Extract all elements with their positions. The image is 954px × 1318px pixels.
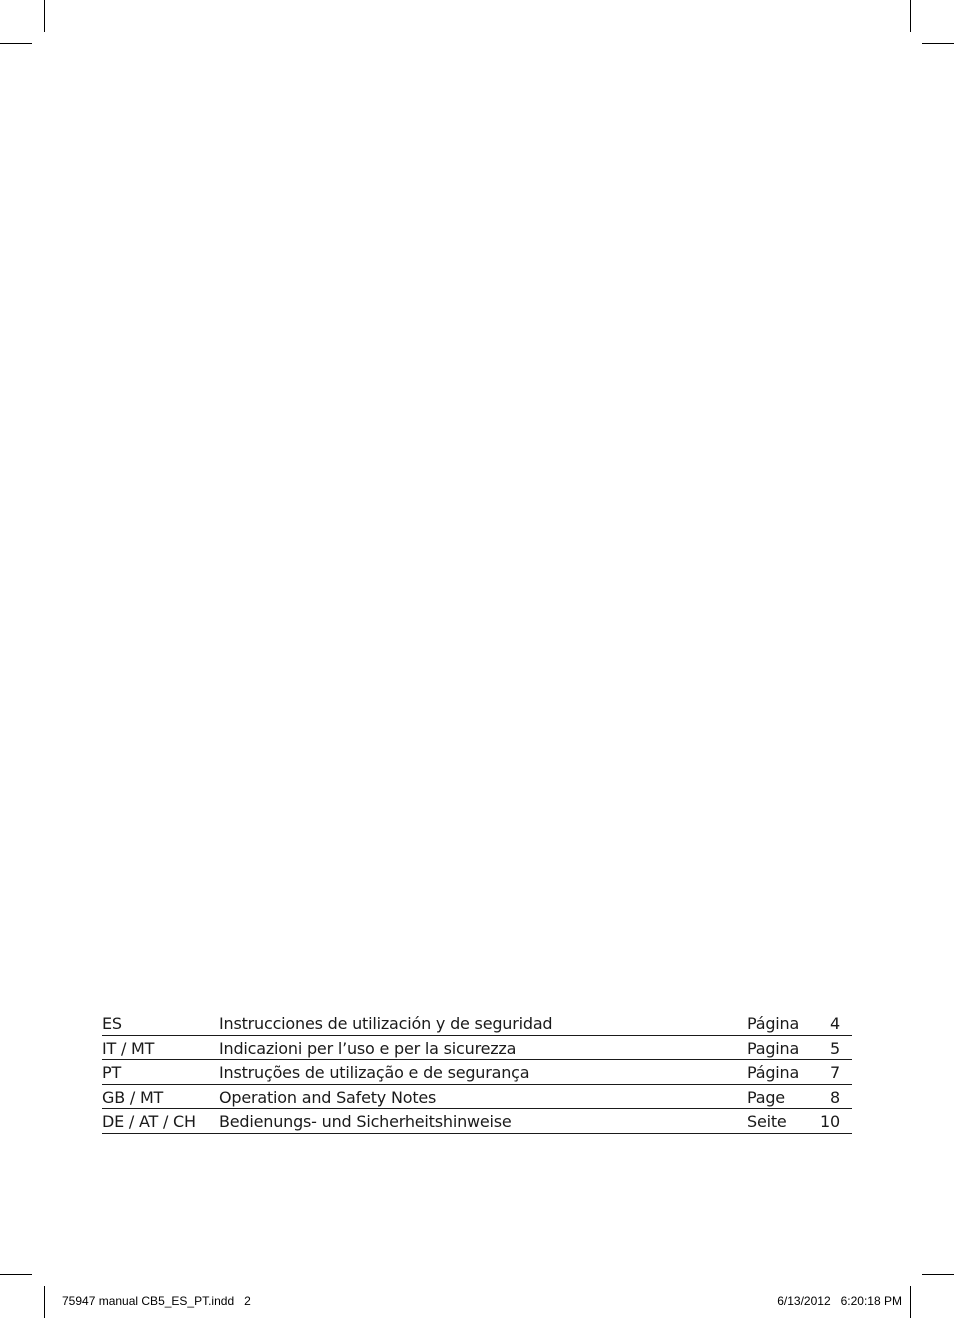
toc-page-number: 5	[830, 1038, 840, 1058]
crop-mark-top-right-vertical	[910, 0, 911, 32]
toc-row-it-mt[interactable]	[102, 1036, 852, 1061]
crop-mark-top-left-horizontal	[0, 43, 32, 44]
crop-mark-top-right-horizontal	[922, 43, 954, 44]
toc-section-title: Operation and Safety Notes	[219, 1087, 437, 1107]
toc-language-code: ES	[102, 1014, 122, 1033]
toc-language-code: PT	[102, 1063, 122, 1083]
slug-date-time: 6/13/2012 6:20:18 PM	[777, 1294, 902, 1308]
toc-row-es[interactable]	[102, 1011, 852, 1036]
toc-section-title: Indicazioni per l’uso e per la sicurezza	[219, 1038, 517, 1058]
toc-section-title: Bedienungs- und Sicherheitshinweise	[219, 1112, 512, 1132]
toc-page-label: Página	[747, 1014, 800, 1033]
crop-mark-bottom-right-vertical	[910, 1286, 911, 1318]
toc-page-label: Página	[747, 1063, 800, 1083]
crop-mark-top-left-vertical	[44, 0, 45, 32]
language-index-table	[102, 1011, 852, 1134]
toc-page-label: Pagina	[747, 1038, 800, 1058]
toc-language-code: DE / AT / CH	[102, 1112, 196, 1132]
toc-section-title: Instrucciones de utilización y de seguridad	[219, 1014, 553, 1033]
toc-language-code: IT / MT	[102, 1038, 155, 1058]
crop-mark-bottom-right-horizontal	[922, 1274, 954, 1275]
toc-page-number: 4	[830, 1014, 840, 1033]
toc-page-number: 8	[830, 1087, 840, 1107]
toc-language-code: GB / MT	[102, 1087, 164, 1107]
slug-file-name: 75947 manual CB5_ES_PT.indd 2	[62, 1294, 251, 1308]
toc-page-label: Page	[747, 1087, 785, 1107]
toc-section-title: Instruções de utilização e de segurança	[219, 1063, 530, 1083]
toc-row-gb-mt[interactable]	[102, 1085, 852, 1110]
toc-row-de-at-ch[interactable]	[102, 1109, 852, 1134]
crop-mark-bottom-left-vertical	[44, 1286, 45, 1318]
toc-page-number: 10	[820, 1112, 840, 1132]
toc-page-label: Seite	[747, 1112, 787, 1132]
toc-page-number: 7	[830, 1063, 840, 1083]
toc-row-pt[interactable]	[102, 1060, 852, 1085]
crop-mark-bottom-left-horizontal	[0, 1274, 32, 1275]
